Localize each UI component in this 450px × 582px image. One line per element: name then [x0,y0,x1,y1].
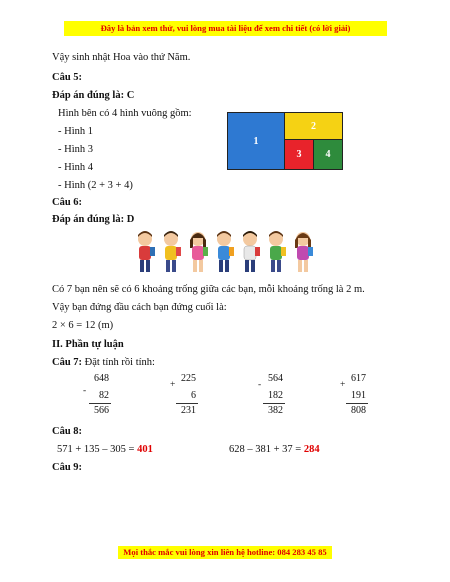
q6-title: Câu 6: [52,197,83,208]
q6-line-1: Có 7 bạn nên sẽ có 6 khoảng trống giữa các bạn, mỗi khoảng trống là 2 m. [52,284,365,295]
q5-item: - Hình 1 [58,126,93,137]
q9-title: Câu 9: [52,462,83,473]
operand-a: 564 [268,373,283,384]
operand-b: 182 [268,390,283,401]
operator: + [170,380,176,390]
operand-b: 191 [351,390,366,401]
q5-item: - Hình (2 + 3 + 4) [58,180,133,191]
child-figure [164,231,181,272]
q7-heading [52,357,155,369]
expression-text: 628 – 381 + 37 = [229,444,304,455]
operand-a: 225 [181,373,196,384]
child-figure [190,232,208,272]
q6-line-3: 2 × 6 = 12 (m) [52,320,114,331]
square-4: 4 [313,139,343,170]
section-heading: II. Phần tự luận [52,339,124,350]
operand-a: 648 [94,373,109,384]
child-figure [243,231,260,272]
child-figure [138,231,155,272]
operand-b: 6 [191,390,196,401]
calc-rule [263,403,285,404]
hotline-footer: Mọi thắc mắc vui lòng xin liên hệ hotline: 084 283 45 85 [118,546,332,559]
q8-expression-2 [229,444,320,456]
square-2: 2 [284,112,343,140]
squares-figure [227,112,343,170]
q6-answer: Đáp án đúng là: D [52,214,135,225]
calc-rule [346,403,368,404]
calc-result: 231 [181,405,196,416]
q5-item: - Hình 4 [58,162,93,173]
q5-item: - Hình 3 [58,144,93,155]
calc-result: 808 [351,405,366,416]
answer-value: 401 [137,444,153,455]
q7-title: Câu 7: [52,357,83,368]
preview-banner: Đây là bản xem thử, vui lòng mua tài liệu để xem chi tiết (có lời giải) [64,21,387,36]
calc-result: 382 [268,405,283,416]
operator: + [340,380,346,390]
child-figure [295,232,313,272]
calc-rule [176,403,198,404]
expression-text: 571 + 135 – 305 = [57,444,138,455]
child-figure [269,231,286,272]
square-3: 3 [284,139,314,170]
q5-description: Hình bên có 4 hình vuông gồm: [58,108,192,119]
q5-title: Câu 5: [52,72,83,83]
q5-answer: Đáp án đúng là: C [52,90,135,101]
answer-value: 284 [303,444,320,455]
operator: - [83,386,87,396]
intro-text: Vậy sinh nhật Hoa vào thứ Năm. [52,52,191,63]
child-figure [217,231,234,272]
calc-result: 566 [94,405,109,416]
operand-a: 617 [351,373,366,384]
children-illustration [132,230,322,276]
q8-title: Câu 8: [52,426,83,437]
operator: - [258,380,262,390]
operand-b: 82 [99,390,109,401]
square-1: 1 [227,112,285,170]
calc-rule [89,403,111,404]
q6-line-2: Vậy bạn đứng đầu cách bạn đứng cuối là: [52,302,227,313]
q8-expression-1 [57,444,153,456]
q7-instruction: Đặt tính rồi tính: [84,357,155,368]
